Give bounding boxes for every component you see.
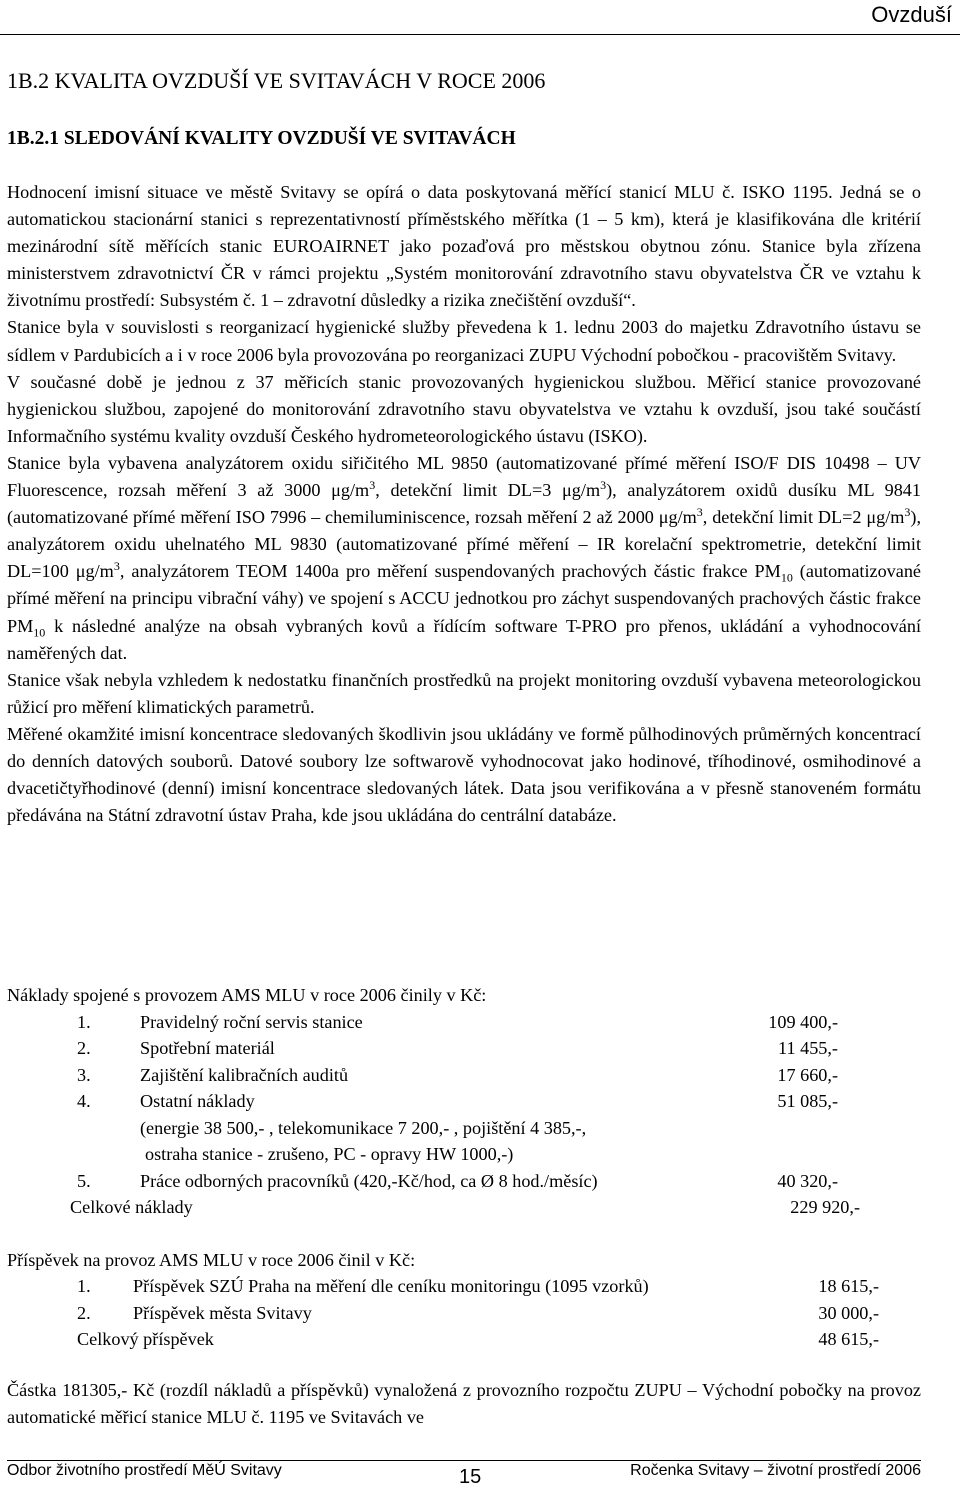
- section-heading: 1B.2.1 SLEDOVÁNÍ KVALITY OVZDUŠÍ VE SVITAVÁCH: [7, 128, 516, 149]
- paragraph-5: Stanice však nebyla vzhledem k nedostatku finančních prostředků na projekt monitoring ovzduší vybavena meteorologickou růžicí pro měření klimatických parametrů.: [7, 669, 921, 717]
- page-number: 15: [459, 1466, 482, 1488]
- footer-left: Odbor životního prostředí MěÚ Svitavy: [7, 1462, 282, 1479]
- contribution-row: 2. Příspěvek města Svitavy 30 000,-: [77, 1302, 879, 1323]
- paragraph-1: Hodnocení imisní situace ve městě Svitavy se opírá o data poskytovaná měřící stanicí MLU č. ISKO 1195. Jedná se o automatickou stacionární stanici s reprezentativností příměstského měřítka (1 – 5 km), která je klasifikována dle kritérií mezinárodní sítě měřících stanic EUROAIRNET jako pozaďová pro městskou obytnou zónu. Stanice byla zřízena ministerstvem zdravotnictví ČR v rámci projektu „Systém monitorování zdravotního stavu obyvatelstva ČR ve vztahu k životnímu prostředí: Subsystém č. 1 – zdravotní důsledky a rizika znečištění ovzduší“.: [7, 182, 921, 311]
- cost-row: 1. Pravidelný roční servis stanice 109 400,-: [77, 1011, 838, 1032]
- cost-row: 3. Zajištění kalibračních auditů 17 660,-: [77, 1064, 838, 1085]
- paragraph-4: Stanice byla vybavena analyzátorem oxidu siřičitého ML 9850 (automatizované přímé měření ISO/F DIS 10498 – UV Fluorescence, rozsah měření 3 až 3000 $\mu g/m^3$, detekční limit DL=3 $\mu g/m^3$), analyzátorem oxidů dusíku ML 9841 (automatizované přímé měření ISO 7996 – chemiluminiscence, rozsah měření 2 až 2000 $\mu g/m^3$, detekční limit DL=2 $\mu g/m^3$), analyzátorem oxidu uhelnatého ML 9830 (automatizované přímé měření – IR korelační spektrometrie, detekční limit DL=100 $\mu g/m^3$, analyzátorem TEOM 1400a pro měření suspendovaných prachových částic frakce $PM_{10}$ (automatizované přímé měření na principu vibrační váhy) ve spojení s ACCU jednotkou pro záchyt suspendovaných prachových částic frakce $PM_{10}$ k následné analýze na obsah vybraných kovů a řídícím software T-PRO pro přenos, ukládání a vyhodnocování naměřených dat.: [7, 452, 922, 663]
- footer-rule: [7, 1460, 921, 1461]
- footer-right: Ročenka Svitavy – životní prostředí 2006: [630, 1462, 921, 1479]
- cost-row: 4. Ostatní náklady 51 085,-: [77, 1091, 838, 1111]
- body-text: [7, 179, 921, 829]
- costs-note-2: ostraha stanice - zrušeno, PC - opravy HW 1000,-): [145, 1144, 514, 1164]
- costs-note-1: (energie 38 500,- , telekomunikace 7 200,- , pojištění 4 385,-,: [140, 1117, 587, 1138]
- costs-intro: Náklady spojené s provozem AMS MLU v roce 2006 činily v Kč:: [7, 985, 487, 1005]
- contributions-intro: Příspěvek na provoz AMS MLU v roce 2006 činil v Kč:: [7, 1249, 416, 1270]
- page-header-title: Ovzduší: [871, 2, 952, 27]
- cost-section: [7, 982, 921, 1353]
- chapter-heading: 1B.2 KVALITA OVZDUŠÍ VE SVITAVÁCH V ROCE 2006: [7, 68, 546, 93]
- cost-row: 5. Práce odborných pracovníků (420,-Kč/hod, ca Ø 8 hod./měsíc) 40 320,-: [77, 1170, 838, 1191]
- header-rule: [0, 34, 960, 35]
- paragraph-6: Měřené okamžité imisní koncentrace sledovaných škodlivin jsou ukládány ve formě půlhodinových průměrných koncentrací do denních datových souborů. Datové soubory lze softwarově vyhodnocovat jako hodinové, tříhodinové, osmihodinové a dvacetičtyřhodinové (denní) imisní koncentrace sledovaných látek. Data jsou verifikována a v přesně stanoveném formátu předávána na Státní zdravotní ústav Praha, kde jsou ukládána do centrální databáze.: [7, 723, 921, 826]
- contribution-row: 1. Příspěvek SZÚ Praha na měření dle ceníku monitoringu (1095 vzorků) 18 615,-: [77, 1276, 879, 1296]
- cost-total-row: Celkové náklady 229 920,-: [70, 1197, 860, 1217]
- final-paragraph: Částka 181305,- Kč (rozdíl nákladů a příspěvků) vynaložená z provozního rozpočtu ZUPU – Východní pobočky na provoz automatické měřicí stanice MLU č. 1195 ve Svitavách ve: [7, 1380, 921, 1428]
- cost-row: 2. Spotřební materiál 11 455,-: [77, 1038, 838, 1058]
- paragraph-2: Stanice byla v souvislosti s reorganizací hygienické služby převedena k 1. lednu 2003 do majetku Zdravotního ústavu se sídlem v Pardubicích a i v roce 2006 byla provozována po reorganizaci ZUPU Východní pobočkou - pracovištěm Svitavy.: [7, 317, 921, 365]
- contribution-total-row: Celkový příspěvek 48 615,-: [77, 1329, 879, 1349]
- paragraph-3: V současné době je jednou z 37 měřicích stanic provozovaných hygienickou službou. Měřicí stanice provozované hygienickou službou, zapojené do monitorování zdravotního stavu obyvatelstva ve vztahu k ovzduší, jsou také součástí Informačního systému kvality ovzduší Českého hydrometeorologického ústavu (ISKO).: [7, 371, 921, 446]
